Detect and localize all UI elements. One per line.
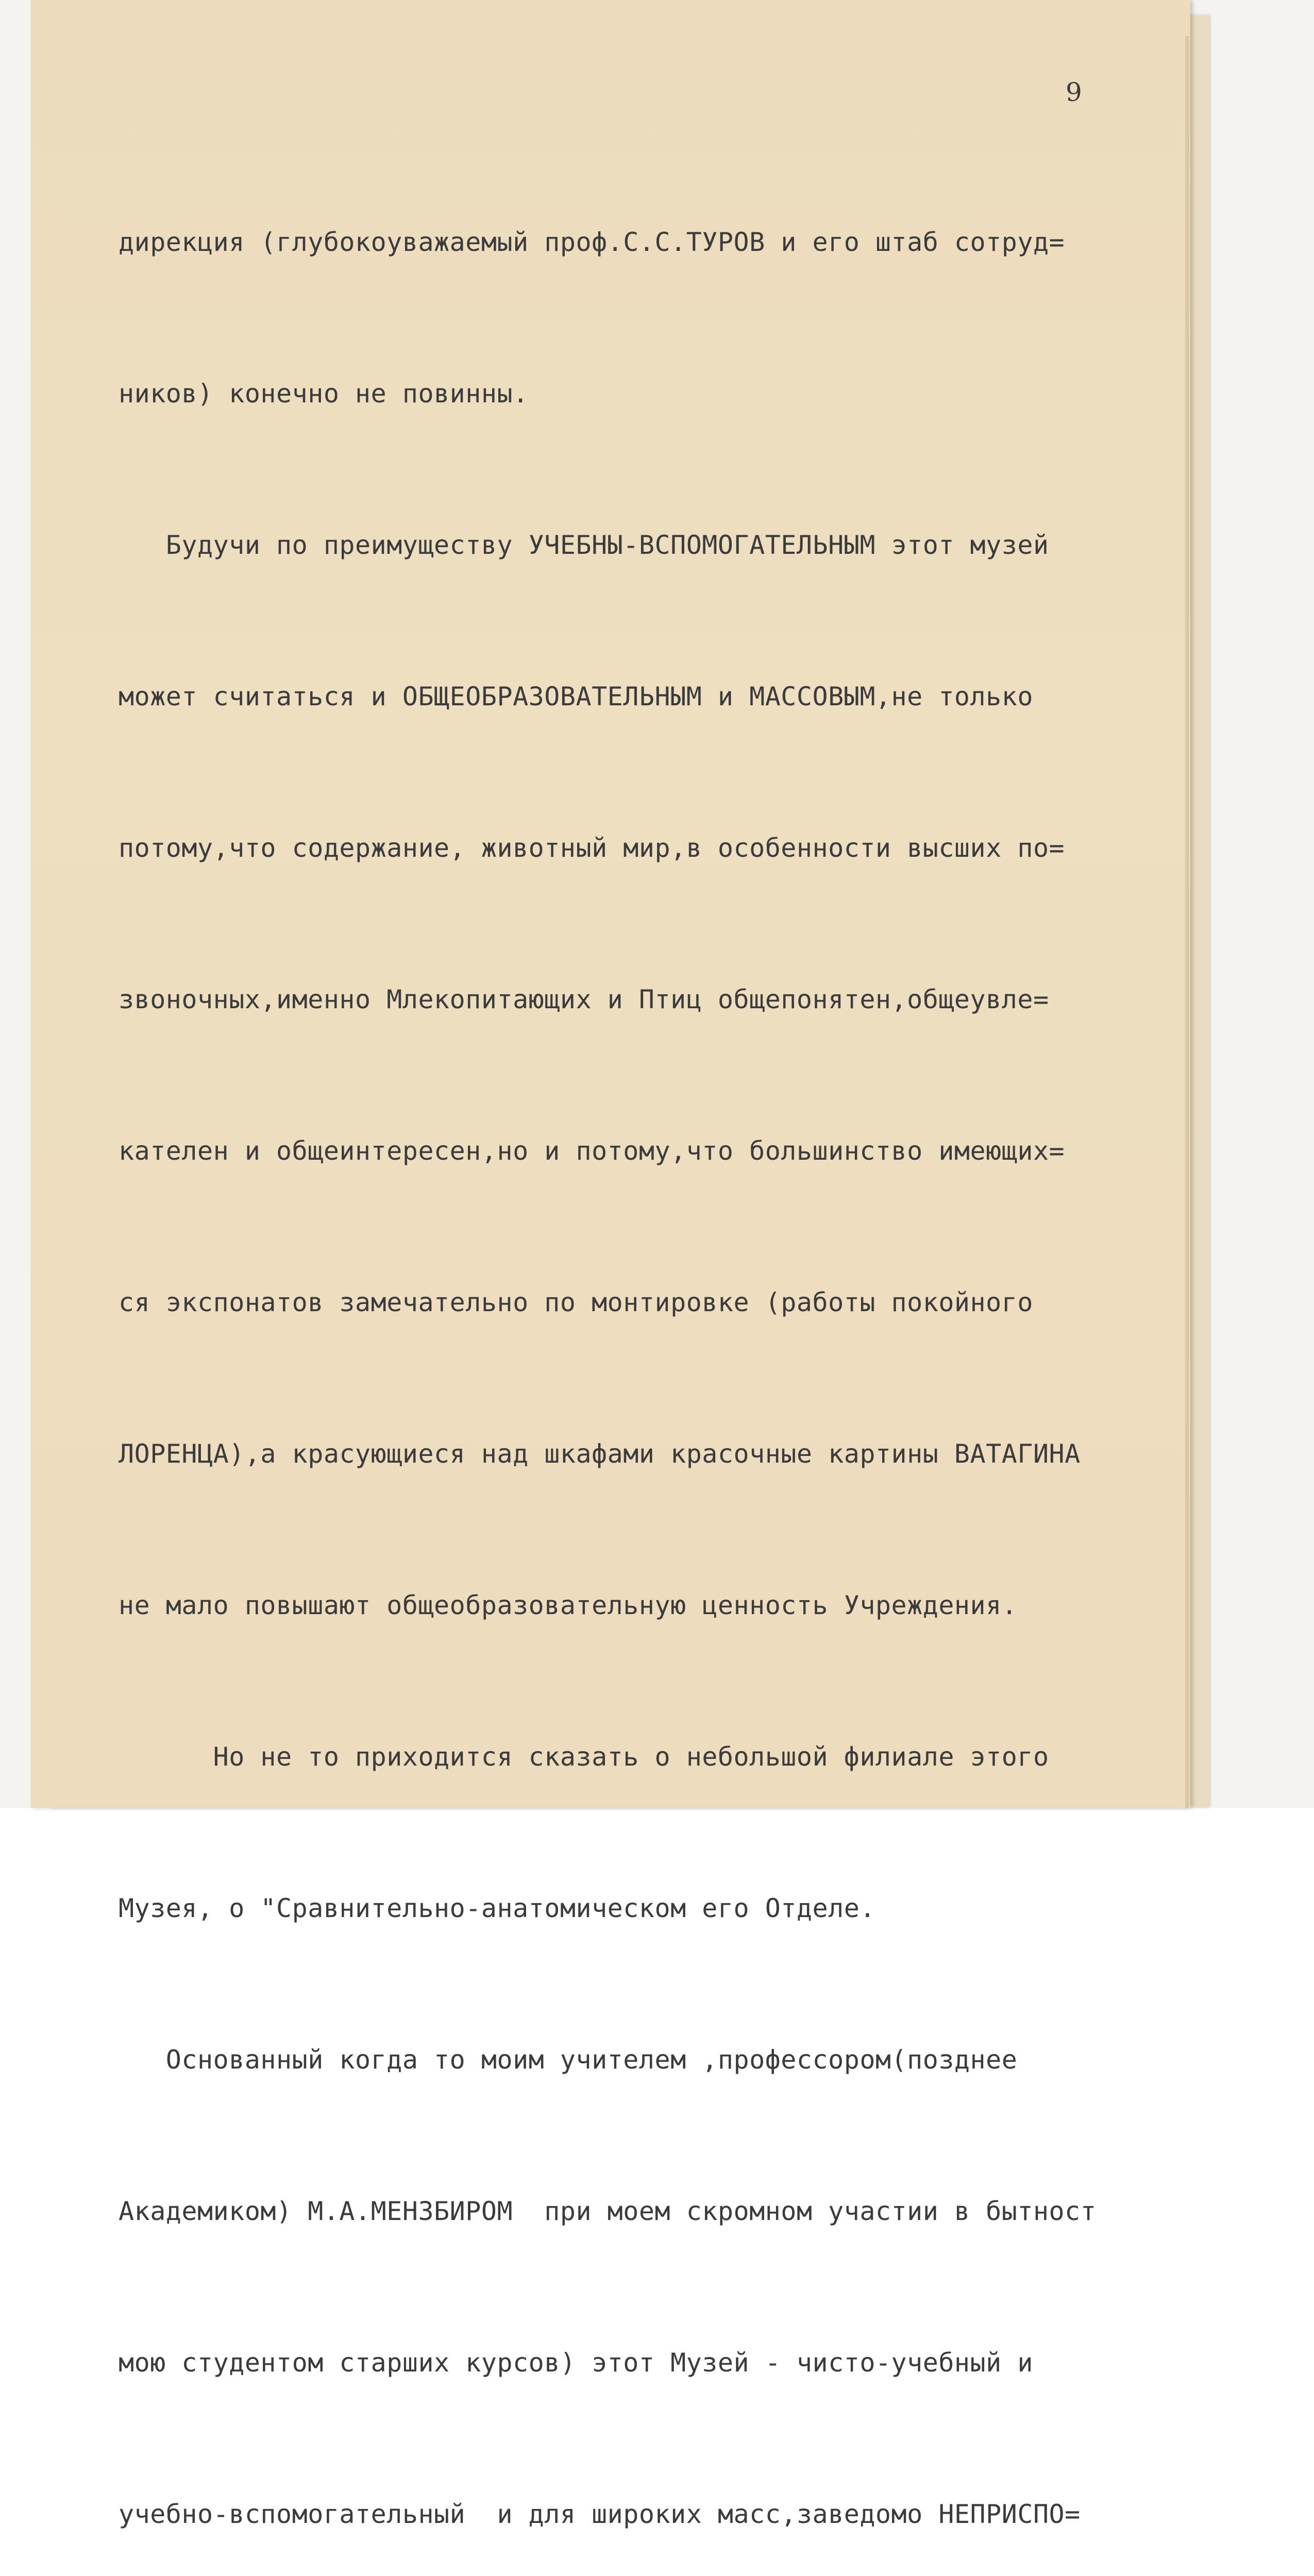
text-line: мою студентом старших курсов) этот Музей - чисто-учебный и — [119, 2348, 1033, 2378]
text-line: дирекция (глубокоуважаемый проф.С.С.ТУРОВ и его штаб сотруд= — [119, 227, 1065, 257]
page-number: 9 — [1066, 77, 1082, 107]
text-line: не мало повышают общеобразовательную ценность Учреждения. — [119, 1590, 1018, 1620]
text-line: учебно-вспомогательный и для широких масс,заведомо НЕПРИСПО= — [119, 2499, 1081, 2529]
text-line: Будучи по преимуществу УЧЕБНЫ-ВСПОМОГАТЕЛЬНЫМ этот музей — [119, 530, 1049, 560]
page-edge — [1185, 36, 1189, 1808]
text-line: Академиком) М.А.МЕНЗБИРОМ при моем скромном участии в бытност — [119, 2196, 1097, 2226]
text-line: звоночных,именно Млекопитающих и Птиц общепонятен,общеувле= — [119, 985, 1049, 1014]
typed-text-body — [119, 116, 1180, 2576]
text-line: кателен и общеинтересен,но и потому,что большинство имеющих= — [119, 1136, 1065, 1166]
text-line: ся экспонатов замечательно по монтировке (работы покойного — [119, 1287, 1033, 1317]
text-line: может считаться и ОБЩЕОБРАЗОВАТЕЛЬНЫМ и МАССОВЫМ,не только — [119, 682, 1033, 711]
text-line: Но не то приходится сказать о небольшой филиале этого — [119, 1742, 1049, 1772]
text-line: Музея, о "Сравнительно-анатомическом его Отделе. — [119, 1893, 875, 1923]
text-line: потому,что содержание, животный мир,в особенности высших по= — [119, 833, 1065, 863]
text-line: ЛОРЕНЦА),а красующиеся над шкафами красочные картины ВАТАГИНА — [119, 1439, 1081, 1469]
text-line: ников) конечно не повинны. — [119, 379, 529, 409]
text-line: Основанный когда то моим учителем ,профессором(позднее — [119, 2045, 1018, 2075]
